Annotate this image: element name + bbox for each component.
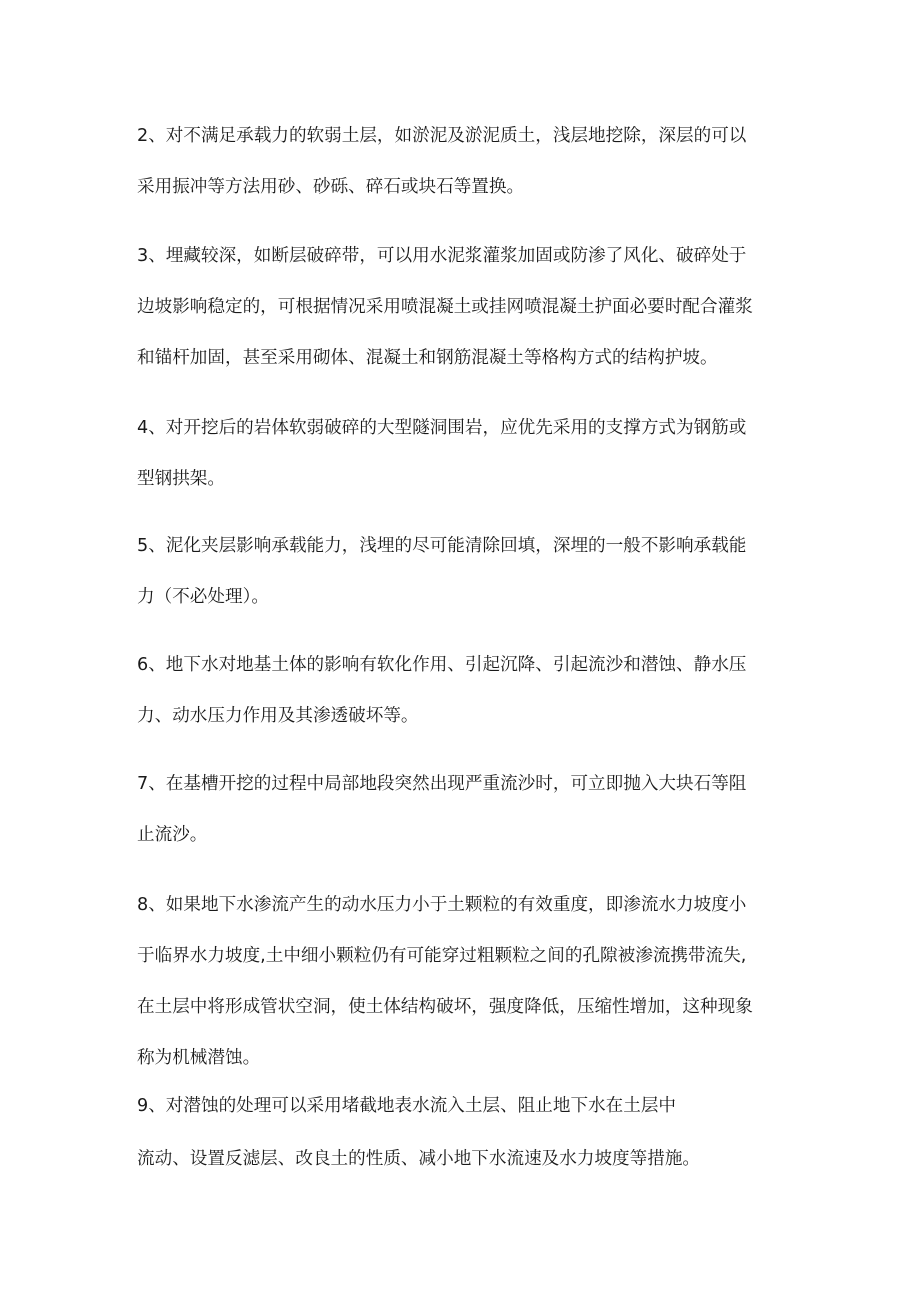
paragraph-line: 7、在基槽开挖的过程中局部地段突然出现严重流沙时，可立即抛入大块石等阻 bbox=[137, 774, 747, 794]
paragraph-line: 流动、设置反滤层、改良土的性质、减小地下水流速及水力坡度等措施。 bbox=[137, 1149, 701, 1169]
paragraph-7 bbox=[137, 759, 785, 861]
paragraph-line: 5、泥化夹层影响承载能力，浅埋的尽可能清除回填，深埋的一般不影响承载能 bbox=[137, 536, 747, 556]
paragraph-8 bbox=[137, 880, 785, 1084]
paragraph-line: 止流沙。 bbox=[137, 825, 208, 845]
paragraph-9 bbox=[137, 1080, 785, 1186]
paragraph-line: 力（不必处理）。 bbox=[137, 587, 269, 607]
paragraph-line: 于临界水力坡度,土中细小颗粒仍有可能穿过粗颗粒之间的孔隙被渗流携带流失, bbox=[137, 946, 747, 966]
paragraph-line: 2、对不满足承载力的软弱土层，如淤泥及淤泥质土，浅层地挖除，深层的可以 bbox=[137, 126, 747, 146]
paragraph-line: 9、对潜蚀的处理可以采用堵截地表水流入土层、阻止地下水在土层中 bbox=[137, 1096, 677, 1116]
paragraph-6 bbox=[137, 640, 785, 742]
paragraph-5 bbox=[137, 521, 785, 623]
paragraph-line: 3、埋藏较深，如断层破碎带，可以用水泥浆灌浆加固或防渗了风化、破碎处于 bbox=[137, 246, 747, 266]
paragraph-line: 力、动水压力作用及其渗透破坏等。 bbox=[137, 706, 419, 726]
paragraph-line: 6、地下水对地基土体的影响有软化作用、引起沉降、引起流沙和潜蚀、静水压 bbox=[137, 655, 747, 675]
paragraph-line: 和锚杆加固，甚至采用砌体、混凝土和钢筋混凝土等格构方式的结构护坡。 bbox=[137, 348, 718, 368]
paragraph-line: 在土层中将形成管状空洞，使土体结构破坏，强度降低，压缩性增加，这种现象 bbox=[137, 997, 753, 1017]
paragraph-line: 4、对开挖后的岩体软弱破碎的大型隧洞围岩，应优先采用的支撑方式为钢筋或 bbox=[137, 418, 747, 438]
paragraph-4 bbox=[137, 403, 785, 505]
paragraph-line: 称为机械潜蚀。 bbox=[137, 1048, 261, 1068]
paragraph-2 bbox=[137, 111, 785, 213]
paragraph-line: 边坡影响稳定的，可根据情况采用喷混凝土或挂网喷混凝土护面必要时配合灌浆 bbox=[137, 297, 753, 317]
paragraph-line: 型钢拱架。 bbox=[137, 469, 225, 489]
paragraph-line: 8、如果地下水渗流产生的动水压力小于土颗粒的有效重度，即渗流水力坡度小 bbox=[137, 895, 747, 915]
paragraph-3 bbox=[137, 231, 785, 384]
paragraph-line: 采用振冲等方法用砂、砂砾、碎石或块石等置换。 bbox=[137, 177, 525, 197]
